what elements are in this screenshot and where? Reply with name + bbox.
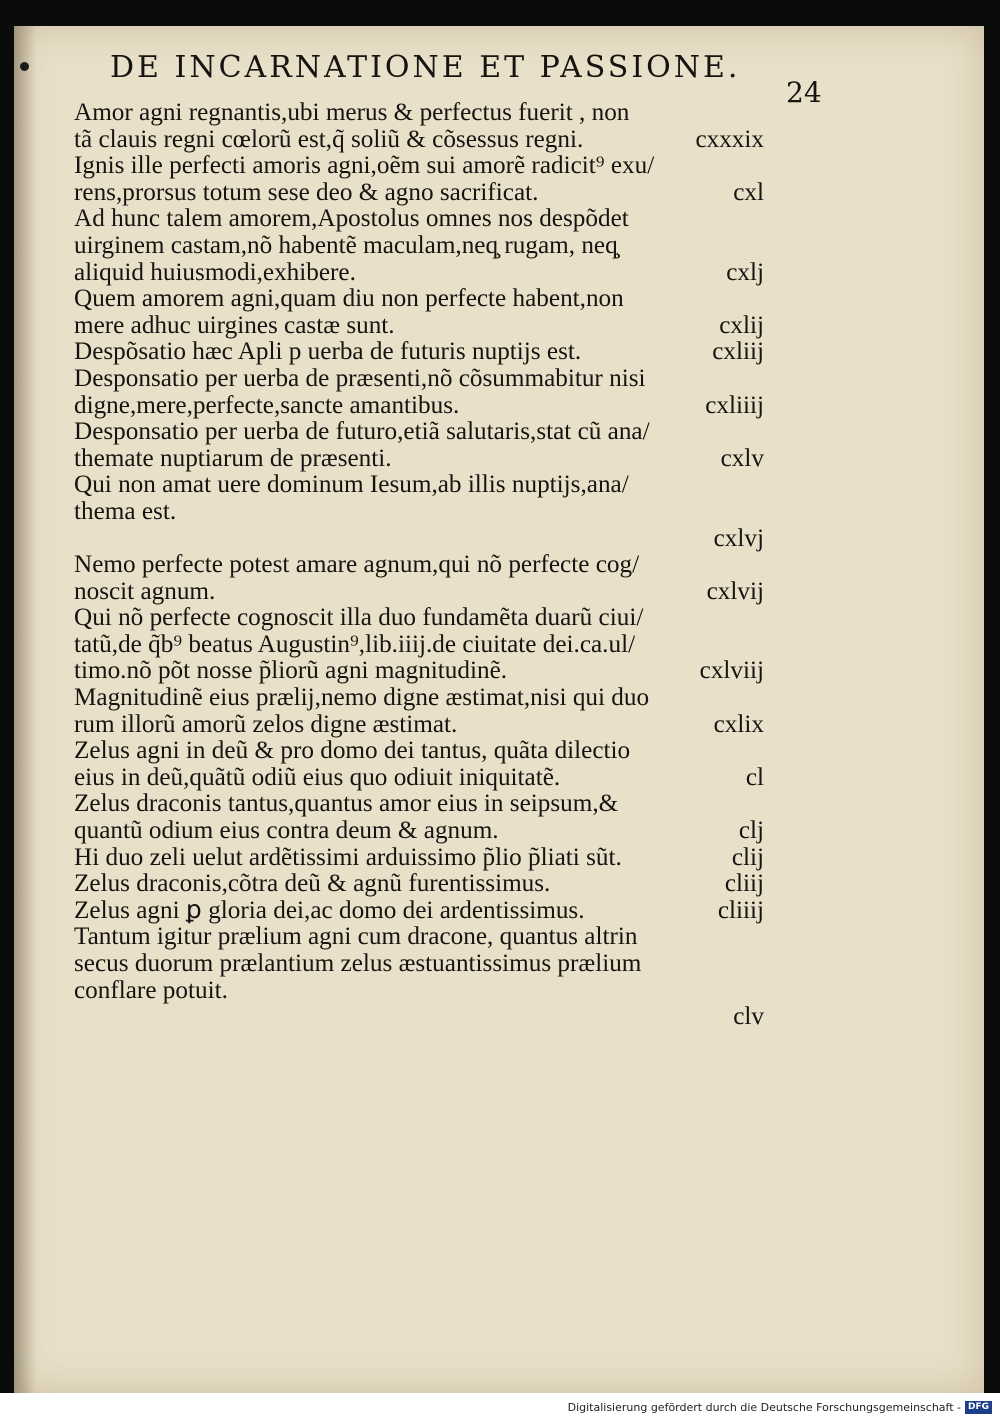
article-number: cxlj (726, 258, 764, 286)
article-number: cl (745, 763, 764, 791)
text-line (74, 499, 764, 526)
line-text: quantũ odium eius contra deum & agnum. (74, 817, 499, 845)
line-text: Zelus draconis,cõtra deũ & agnũ furentissimus. (74, 870, 551, 898)
article-number: clij (731, 843, 764, 871)
article-number: cxlij (719, 311, 764, 339)
line-text: themate nuptiarum de præsenti. (74, 444, 392, 472)
text-line (74, 632, 764, 659)
running-head: DE INCARNATIONE ET PASSIONE. (110, 50, 741, 85)
line-text: Nemo perfecte potest amare agnum,qui nõ perfecte cog/ (74, 551, 640, 579)
text-line (74, 339, 764, 366)
line-text: rens,prorsus totum sese deo & agno sacrificat. (74, 178, 539, 206)
line-text: Zelus agni in deũ & pro domo dei tantus, quãta dilectio (74, 737, 631, 765)
line-text: tã clauis regni cœlorũ est,q̃ soliũ & cõsessus regni. (74, 125, 584, 153)
text-line (74, 393, 764, 420)
text-line (74, 871, 764, 898)
line-text: thema est. (74, 497, 177, 525)
text-line (74, 791, 764, 818)
text-line (74, 206, 764, 233)
line-text: Quem amorem agni,quam diu non perfecte habent,non (74, 285, 624, 313)
article-number: cxliij (712, 338, 764, 366)
text-line (74, 233, 764, 260)
article-number: cxlviij (699, 657, 764, 685)
text-block (74, 100, 764, 1031)
text-line (74, 845, 764, 872)
text-line (74, 100, 764, 127)
line-text: tatũ,de q̃b⁹ beatus Augustin⁹,lib.iiij.de ciuitate dei.ca.ul/ (74, 630, 636, 658)
text-line (74, 366, 764, 393)
line-text: conflare potuit. (74, 976, 228, 1004)
text-line (74, 419, 764, 446)
article-number: cliij (724, 870, 764, 898)
text-line (74, 1004, 764, 1031)
text-line (74, 951, 764, 978)
footer-credit (568, 1401, 992, 1414)
article-number: cxlv (720, 444, 764, 472)
text-line (74, 658, 764, 685)
text-line (74, 260, 764, 287)
line-text: Desponsatio per uerba de futuro,etiã salutaris,stat cũ ana/ (74, 418, 650, 446)
text-line (74, 526, 764, 553)
text-line (74, 127, 764, 154)
line-text: Zelus agni ꝑ gloria dei,ac domo dei ardentissimus. (74, 896, 585, 924)
text-line (74, 818, 764, 845)
article-number: cliiij (717, 896, 764, 924)
line-text: Qui nõ perfecte cognoscit illa duo fundamẽta duarũ ciui/ (74, 604, 644, 632)
text-line (74, 765, 764, 792)
text-line (74, 153, 764, 180)
text-line (74, 685, 764, 712)
text-line (74, 313, 764, 340)
text-line (74, 605, 764, 632)
article-number: clv (733, 1003, 764, 1031)
article-number: cxxxix (695, 125, 764, 153)
article-number: cxliiij (705, 391, 764, 419)
text-line (74, 712, 764, 739)
text-line (74, 978, 764, 1005)
line-text: secus duorum prælantium zelus æstuantissimus prælium (74, 950, 642, 977)
line-text: eius in deũ,quãtũ odiũ eius quo odiuit iniquitatẽ. (74, 763, 561, 791)
text-line (74, 579, 764, 606)
line-text: aliquid huiusmodi,exhibere. (74, 258, 356, 286)
line-text: Desponsatio per uerba de præsenti,nõ cõsummabitur nisi (74, 364, 646, 392)
page-gutter-shadow (14, 26, 36, 1393)
line-text: Amor agni regnantis,ubi merus & perfectus fuerit , non (74, 99, 630, 126)
binding-hole-mark (20, 62, 29, 71)
dfg-logo: DFG (965, 1401, 992, 1414)
text-line (74, 446, 764, 473)
text-line (74, 180, 764, 207)
article-number: cxlix (713, 710, 764, 738)
line-text: noscit agnum. (74, 577, 216, 605)
line-text: Ignis ille perfecti amoris agni,oẽm sui amorẽ radicit⁹ exu/ (74, 152, 655, 180)
line-text: Qui non amat uere dominum Iesum,ab illis nuptijs,ana/ (74, 471, 629, 499)
article-number: cxlvj (713, 524, 764, 552)
text-line (74, 898, 764, 925)
folio-number: 24 (786, 76, 822, 109)
article-number: clj (738, 817, 764, 845)
line-text: Zelus draconis tantus,quantus amor eius in seipsum,& (74, 790, 619, 818)
line-text: Despõsatio hæc Apli p uerba de futuris nuptijs est. (74, 338, 582, 366)
line-text: Hi duo zeli uelut ardẽtissimi arduissimo p̃lio p̃liati sũt. (74, 843, 622, 871)
line-text: Magnitudinẽ eius prælij,nemo digne æstimat,nisi qui duo (74, 684, 650, 712)
article-number: cxlvij (706, 577, 764, 605)
line-text: uirginem castam,nõ habentẽ maculam,neq̧ rugam, neq̧ (74, 231, 618, 259)
line-text: timo.nõ põt nosse p̃liorũ agni magnitudinẽ. (74, 657, 508, 685)
line-text: Tantum igitur prælium agni cum dracone, quantus altrin (74, 923, 638, 951)
line-text: mere adhuc uirgines castæ sunt. (74, 311, 395, 339)
text-line (74, 738, 764, 765)
article-number: cxl (733, 178, 764, 206)
text-line (74, 472, 764, 499)
text-line (74, 286, 764, 313)
footer-credit-text: Digitalisierung gefördert durch die Deutsche Forschungsgemeinschaft - (567, 1401, 961, 1414)
line-text: digne,mere,perfecte,sancte amantibus. (74, 391, 460, 419)
text-line (74, 924, 764, 951)
line-text: rum illorũ amorũ zelos digne æstimat. (74, 710, 458, 738)
line-text: Ad hunc talem amorem,Apostolus omnes nos despõdet (74, 205, 629, 233)
text-line (74, 552, 764, 579)
